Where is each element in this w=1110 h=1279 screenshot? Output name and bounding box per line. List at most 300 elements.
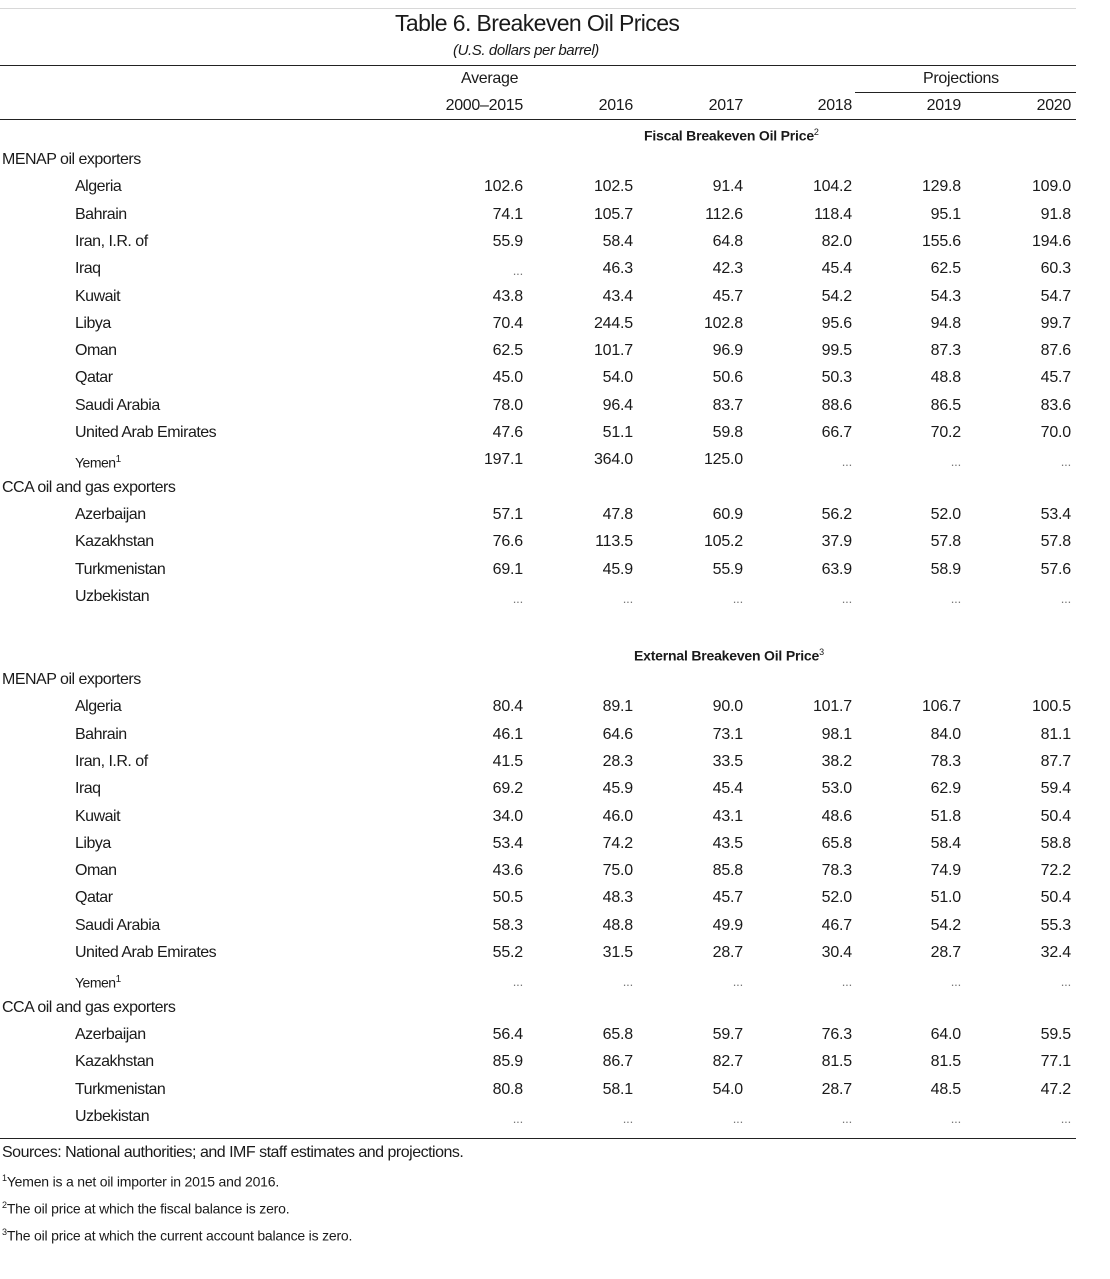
value-cell: 54.0 (602, 369, 633, 387)
value-cell: 48.8 (602, 916, 633, 934)
table-row (0, 917, 1076, 943)
country-name (75, 726, 127, 744)
value-cell: 90.0 (712, 698, 743, 716)
country-name (75, 974, 121, 991)
value-cell: ... (950, 590, 961, 606)
value-cell: 64.8 (712, 232, 743, 250)
value-cell: 52.0 (930, 505, 961, 523)
value-cell: 64.6 (602, 725, 633, 743)
country-name-text: Qatar (75, 369, 113, 387)
country-name (75, 342, 117, 360)
value-cell: 194.6 (1031, 232, 1071, 250)
value-cell: 70.2 (930, 424, 961, 441)
value-cell: ... (841, 1110, 852, 1126)
column-header-2019: 2019 (926, 97, 961, 114)
value-cell: 41.5 (492, 752, 523, 770)
country-name (75, 889, 113, 907)
table-row (0, 260, 1076, 286)
value-cell: 43.4 (602, 287, 633, 305)
country-name-text: Bahrain (75, 725, 127, 743)
value-cell: 54.2 (930, 916, 961, 934)
value-cell: 60.9 (712, 505, 743, 523)
value-cell: 62.5 (492, 342, 523, 360)
country-name-text: Kazakhstan (75, 533, 154, 551)
value-cell: 57.8 (1040, 533, 1071, 551)
value-cell: 81.5 (930, 1053, 961, 1071)
value-cell: 53.4 (1040, 505, 1071, 523)
country-name-text: Iraq (75, 260, 101, 278)
table-row (0, 588, 1076, 614)
value-cell: 83.7 (712, 396, 743, 414)
value-cell: 106.7 (921, 698, 961, 716)
section-title-text: Fiscal Breakeven Oil Price (644, 127, 814, 144)
value-cell: 46.0 (602, 807, 633, 825)
value-cell: 80.4 (492, 698, 523, 716)
value-cell: 59.7 (712, 1025, 743, 1043)
value-cell: 55.9 (492, 232, 523, 250)
country-name (75, 1108, 149, 1126)
header-bottom-rule (0, 119, 1076, 120)
value-cell: 53.0 (821, 780, 852, 798)
value-cell: 48.3 (602, 889, 633, 907)
country-name (75, 944, 216, 962)
country-name (75, 561, 165, 579)
value-cell: ... (1060, 590, 1071, 606)
value-cell: 112.6 (705, 205, 743, 223)
table-row (0, 944, 1076, 970)
value-cell: 33.5 (712, 752, 743, 770)
country-name-text: Libya (75, 314, 111, 332)
table-row (0, 397, 1076, 423)
table-row (0, 451, 1076, 477)
table-row (0, 1053, 1076, 1079)
value-cell: 102.8 (703, 314, 743, 332)
country-name-text: Azerbaijan (75, 505, 146, 523)
value-cell: 58.4 (930, 834, 961, 852)
value-cell: 49.9 (712, 916, 743, 934)
value-cell: 86.7 (602, 1053, 633, 1071)
footnote-text: The oil price at which the current account balance is zero. (6, 1227, 353, 1244)
group-header: CCA oil and gas exporters (2, 478, 176, 496)
table-row (0, 1081, 1076, 1107)
country-name-text: Iran, I.R. of (75, 232, 148, 250)
group-header: MENAP oil exporters (2, 151, 141, 168)
value-cell: 45.0 (492, 369, 523, 387)
value-cell: 38.2 (821, 752, 852, 770)
footnote-marker: 2 (813, 127, 819, 137)
footnote-marker: 1 (2, 1173, 7, 1183)
footnote-marker: 3 (819, 647, 824, 657)
value-cell: 57.6 (1040, 560, 1071, 578)
table-row (0, 835, 1076, 861)
value-cell: 78.3 (821, 862, 852, 880)
value-cell: 47.2 (1040, 1080, 1071, 1098)
column-header-2017: 2017 (708, 97, 743, 114)
value-cell: 43.5 (712, 834, 743, 852)
table-title: Table 6. Breakeven Oil Prices (395, 10, 680, 36)
value-cell: 96.4 (602, 396, 633, 414)
value-cell: 45.7 (712, 889, 743, 907)
value-cell: 100.5 (1031, 698, 1071, 716)
country-name-text: Saudi Arabia (75, 396, 160, 414)
value-cell: 46.3 (602, 260, 633, 278)
value-cell: 82.0 (821, 232, 852, 250)
value-cell: 48.6 (821, 807, 852, 825)
value-cell: 101.7 (593, 342, 633, 360)
table-row (0, 862, 1076, 888)
country-name-text: Iraq (75, 780, 101, 798)
table-row (0, 342, 1076, 368)
column-header-2018: 2018 (817, 97, 852, 114)
value-cell: 105.7 (593, 205, 633, 223)
value-cell: 50.4 (1040, 889, 1071, 907)
country-name-text: Uzbekistan (75, 1107, 150, 1125)
country-name (75, 533, 154, 551)
value-cell: 77.1 (1040, 1053, 1071, 1071)
country-name-text: Kuwait (75, 807, 121, 825)
value-cell: 244.5 (593, 314, 633, 332)
country-name (75, 206, 127, 224)
footnote-marker: 3 (2, 1227, 7, 1237)
country-name-text: Oman (75, 862, 117, 880)
value-cell: 50.6 (712, 369, 743, 387)
country-name (75, 288, 120, 306)
column-header-average: 2000–2015 (445, 97, 523, 114)
country-name (75, 1026, 146, 1044)
footnote-2 (2, 1200, 289, 1217)
value-cell: ... (732, 1110, 743, 1126)
projections-rule (855, 92, 1076, 93)
country-name-text: Algeria (75, 178, 122, 196)
value-cell: 56.2 (821, 505, 852, 523)
country-name (75, 862, 117, 880)
table-row (0, 506, 1076, 532)
value-cell: 28.7 (930, 944, 961, 961)
value-cell: 76.3 (821, 1025, 852, 1043)
value-cell: 59.5 (1040, 1025, 1071, 1043)
section-title-text: External Breakeven Oil Price (634, 647, 820, 664)
value-cell: 45.7 (712, 287, 743, 305)
country-name-text: Oman (75, 342, 117, 360)
value-cell: 101.7 (812, 698, 852, 716)
value-cell: 58.3 (492, 916, 523, 934)
footnote-3 (2, 1227, 352, 1244)
value-cell: 32.4 (1040, 944, 1071, 961)
country-name-text: Bahrain (75, 205, 127, 223)
value-cell: 98.1 (821, 725, 852, 743)
country-name-text: Saudi Arabia (75, 916, 160, 934)
value-cell: 28.3 (602, 752, 633, 770)
value-cell: 91.8 (1040, 205, 1071, 223)
table-row (0, 369, 1076, 395)
value-cell: 34.0 (492, 807, 523, 825)
value-cell: ... (1060, 1110, 1071, 1126)
value-cell: 59.8 (712, 424, 743, 441)
country-name (75, 397, 160, 415)
value-cell: 51.1 (602, 424, 633, 441)
table-row (0, 698, 1076, 724)
value-cell: 62.9 (930, 780, 961, 798)
value-cell: 85.8 (712, 862, 743, 880)
value-cell: 45.4 (712, 780, 743, 798)
value-cell: 364.0 (593, 451, 633, 469)
value-cell: 81.5 (821, 1053, 852, 1071)
table-row (0, 726, 1076, 752)
value-cell: ... (841, 590, 852, 606)
table-row (0, 206, 1076, 232)
value-cell: 45.9 (602, 780, 633, 798)
value-cell: 104.2 (812, 178, 852, 196)
value-cell: 37.9 (821, 533, 852, 551)
value-cell: 78.3 (930, 752, 961, 770)
value-cell: 58.4 (602, 232, 633, 250)
value-cell: ... (622, 974, 633, 990)
value-cell: 155.6 (921, 232, 961, 250)
country-name (75, 178, 121, 196)
country-name-text: Qatar (75, 889, 113, 907)
table-row (0, 971, 1076, 997)
country-name (75, 780, 101, 798)
value-cell: 102.6 (483, 178, 523, 196)
value-cell: 45.4 (821, 260, 852, 278)
value-cell: 64.0 (930, 1025, 961, 1043)
group-header: MENAP oil exporters (2, 671, 141, 688)
value-cell: 46.7 (821, 916, 852, 934)
value-cell: 94.8 (930, 314, 961, 332)
table-row (0, 288, 1076, 314)
value-cell: 53.4 (492, 834, 523, 852)
table-row (0, 424, 1076, 450)
sources-note: Sources: National authorities; and IMF staff estimates and projections. (2, 1144, 464, 1161)
country-name-text: Algeria (75, 698, 122, 716)
value-cell: 80.8 (492, 1080, 523, 1098)
value-cell: 95.6 (821, 314, 852, 332)
value-cell: 58.1 (602, 1080, 633, 1098)
table-row (0, 178, 1076, 204)
value-cell: 48.8 (930, 369, 961, 387)
value-cell: 70.4 (492, 314, 523, 332)
footnote-text: The oil price at which the fiscal balance is zero. (6, 1200, 290, 1217)
section-title (644, 127, 819, 144)
value-cell: 118.4 (814, 205, 852, 223)
value-cell: 56.4 (492, 1025, 523, 1043)
country-name (75, 1053, 154, 1071)
value-cell: 58.9 (930, 560, 961, 578)
value-cell: 105.2 (703, 533, 743, 551)
value-cell: ... (841, 454, 852, 470)
country-name-text: Iran, I.R. of (75, 752, 148, 770)
value-cell: 50.5 (492, 889, 523, 907)
value-cell: 91.4 (712, 178, 743, 196)
footnote-marker: 2 (2, 1200, 7, 1210)
country-name-text: Turkmenistan (75, 1080, 166, 1098)
footnote-1 (2, 1173, 279, 1190)
value-cell: 50.3 (821, 369, 852, 387)
value-cell: 82.7 (712, 1053, 743, 1071)
country-name-text: Uzbekistan (75, 587, 150, 605)
value-cell: 47.8 (602, 505, 633, 523)
value-cell: 58.8 (1040, 834, 1071, 852)
value-cell: 51.0 (930, 889, 961, 907)
value-cell: 125.0 (703, 451, 743, 469)
value-cell: ... (622, 590, 633, 606)
country-name (75, 506, 146, 524)
table-subtitle: (U.S. dollars per barrel) (453, 42, 599, 59)
section-title (634, 647, 824, 664)
value-cell: ... (732, 590, 743, 606)
average-label: Average (461, 70, 519, 87)
value-cell: 30.4 (821, 944, 852, 961)
table-row (0, 533, 1076, 559)
value-cell: ... (1060, 454, 1071, 470)
country-name (75, 1081, 165, 1099)
value-cell: 99.7 (1040, 314, 1071, 332)
value-cell: 129.8 (921, 178, 961, 196)
country-name-text: Kazakhstan (75, 1053, 154, 1071)
value-cell: 84.0 (930, 725, 961, 743)
value-cell: ... (950, 974, 961, 990)
value-cell: 72.2 (1040, 862, 1071, 880)
value-cell: ... (950, 1110, 961, 1126)
value-cell: 87.3 (930, 342, 961, 360)
value-cell: 113.5 (595, 533, 633, 551)
country-name (75, 454, 121, 471)
value-cell: ... (622, 1110, 633, 1126)
country-name (75, 698, 121, 716)
value-cell: 47.6 (492, 424, 523, 441)
country-name (75, 369, 113, 387)
table-row (0, 315, 1076, 341)
value-cell: 31.5 (602, 944, 633, 961)
country-name-text: United Arab Emirates (75, 424, 217, 441)
table-row (0, 780, 1076, 806)
country-name (75, 753, 148, 771)
value-cell: 45.9 (602, 560, 633, 578)
value-cell: 73.1 (712, 725, 743, 743)
value-cell: 74.2 (602, 834, 633, 852)
country-name-text: United Arab Emirates (75, 944, 217, 961)
value-cell: 85.9 (492, 1053, 523, 1071)
value-cell: 65.8 (821, 834, 852, 852)
value-cell: 63.9 (821, 560, 852, 578)
value-cell: 52.0 (821, 889, 852, 907)
value-cell: 28.7 (821, 1080, 852, 1098)
table-row (0, 1026, 1076, 1052)
value-cell: 42.3 (712, 260, 743, 278)
value-cell: 83.6 (1040, 396, 1071, 414)
value-cell: 88.6 (821, 396, 852, 414)
value-cell: 66.7 (821, 424, 852, 441)
value-cell: 60.3 (1040, 260, 1071, 278)
value-cell: 51.8 (930, 807, 961, 825)
table-row (0, 753, 1076, 779)
value-cell: 76.6 (492, 533, 523, 551)
value-cell: 57.1 (492, 505, 523, 523)
group-header: CCA oil and gas exporters (2, 998, 176, 1016)
value-cell: 74.1 (492, 205, 523, 223)
value-cell: ... (841, 974, 852, 990)
country-name-text: Kuwait (75, 287, 121, 305)
value-cell: ... (950, 454, 961, 470)
value-cell: 54.7 (1040, 287, 1071, 305)
country-name-text: Yemen (75, 454, 116, 471)
value-cell: 70.0 (1040, 424, 1071, 441)
country-name (75, 588, 149, 606)
value-cell: 43.8 (492, 287, 523, 305)
value-cell: 87.7 (1040, 752, 1071, 770)
value-cell: 69.1 (492, 560, 523, 578)
country-name (75, 315, 111, 333)
value-cell: 89.1 (602, 698, 633, 716)
country-name-text: Libya (75, 834, 111, 852)
projections-label: Projections (923, 70, 999, 87)
value-cell: 48.5 (930, 1080, 961, 1098)
country-name (75, 917, 160, 935)
country-name-text: Azerbaijan (75, 1025, 146, 1043)
value-cell: ... (732, 974, 743, 990)
header-top-rule (0, 65, 1076, 66)
column-header-2016: 2016 (598, 97, 633, 114)
footnote-text: Yemen is a net oil importer in 2015 and 2016. (6, 1173, 280, 1190)
footnote-marker: 1 (115, 974, 121, 986)
value-cell: 75.0 (602, 862, 633, 880)
value-cell: 197.1 (483, 451, 523, 469)
country-name (75, 233, 148, 251)
value-cell: 59.4 (1040, 780, 1071, 798)
value-cell: 55.3 (1040, 916, 1071, 934)
country-name-text: Turkmenistan (75, 560, 166, 578)
value-cell: 95.1 (930, 205, 961, 223)
table-bottom-rule (0, 1138, 1076, 1139)
table-row (0, 808, 1076, 834)
value-cell: 50.4 (1040, 807, 1071, 825)
top-border (0, 8, 1076, 9)
table-row (0, 889, 1076, 915)
value-cell: 65.8 (602, 1025, 633, 1043)
value-cell: ... (512, 263, 523, 279)
value-cell: 74.9 (930, 862, 961, 880)
value-cell: 99.5 (821, 342, 852, 360)
value-cell: 54.3 (930, 287, 961, 305)
value-cell: ... (512, 974, 523, 990)
value-cell: 55.9 (712, 560, 743, 578)
value-cell: 78.0 (492, 396, 523, 414)
value-cell: 57.8 (930, 533, 961, 551)
value-cell: 109.0 (1031, 178, 1071, 196)
value-cell: ... (512, 1110, 523, 1126)
value-cell: 43.6 (492, 862, 523, 880)
value-cell: 45.7 (1040, 369, 1071, 387)
footnote-marker: 1 (115, 454, 121, 466)
column-header-2020: 2020 (1036, 97, 1071, 114)
value-cell: 96.9 (712, 342, 743, 360)
value-cell: 69.2 (492, 780, 523, 798)
value-cell: 55.2 (492, 944, 523, 961)
value-cell: 102.5 (593, 178, 633, 196)
value-cell: 86.5 (930, 396, 961, 414)
value-cell: 81.1 (1040, 725, 1071, 743)
value-cell: 46.1 (492, 725, 523, 743)
value-cell: 43.1 (712, 807, 743, 825)
value-cell: 87.6 (1040, 342, 1071, 360)
table-row (0, 561, 1076, 587)
country-name (75, 835, 111, 853)
value-cell: 28.7 (712, 944, 743, 961)
value-cell: 54.0 (712, 1080, 743, 1098)
value-cell: 54.2 (821, 287, 852, 305)
country-name (75, 424, 216, 442)
country-name-text: Yemen (75, 974, 116, 991)
